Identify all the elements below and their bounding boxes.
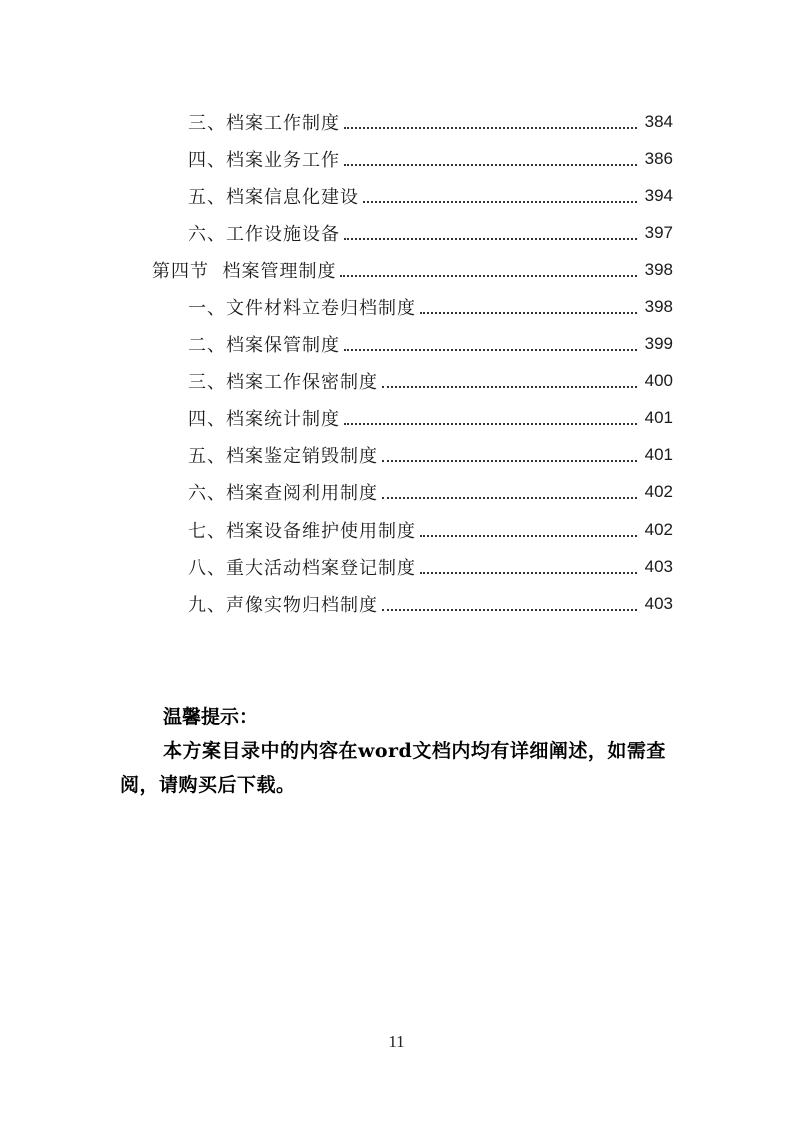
page-number: 11 <box>388 1032 405 1051</box>
toc-entry[interactable] <box>0 585 793 622</box>
toc-dot-leader <box>382 497 637 499</box>
toc-entry-page: 398 <box>644 259 673 279</box>
toc-entry[interactable] <box>0 363 793 400</box>
toc-entry-page: 403 <box>644 556 673 576</box>
toc-entry-page: 402 <box>644 482 673 502</box>
toc-entry-title: 三、档案工作制度 <box>188 112 340 134</box>
toc-entry[interactable] <box>0 214 793 251</box>
toc-entry-page: 398 <box>644 297 673 317</box>
toc-dot-leader <box>382 609 637 611</box>
toc-dot-leader <box>344 423 637 425</box>
toc-entry-page: 402 <box>644 519 673 539</box>
toc-entry[interactable] <box>0 177 793 214</box>
toc-entry-page: 394 <box>644 185 673 205</box>
toc-entry-title: 四、档案统计制度 <box>188 409 340 431</box>
toc-dot-leader <box>420 312 637 314</box>
toc-section-entry[interactable] <box>0 251 793 288</box>
toc-entry[interactable] <box>0 511 793 548</box>
toc-entry-title: 一、文件材料立卷归档制度 <box>188 298 416 320</box>
toc-entry-title: 六、工作设施设备 <box>188 223 340 245</box>
toc-dot-leader <box>344 164 637 166</box>
toc-entry[interactable] <box>0 548 793 585</box>
toc-entry-title: 六、档案查阅利用制度 <box>188 483 378 505</box>
toc-dot-leader <box>363 201 637 203</box>
toc-dot-leader <box>344 238 637 240</box>
toc-entry-title: 三、档案工作保密制度 <box>188 372 378 394</box>
toc-dot-leader <box>382 460 637 462</box>
toc-entry-page: 401 <box>644 445 673 465</box>
toc-entry-page: 386 <box>644 148 673 168</box>
toc-entry[interactable] <box>0 474 793 511</box>
toc-entry-page: 399 <box>644 334 673 354</box>
toc-dot-leader <box>344 127 637 129</box>
notice-block <box>120 700 680 802</box>
notice-title: 温馨提示： <box>163 706 259 728</box>
toc-entry[interactable] <box>0 437 793 474</box>
toc-entry-page: 400 <box>644 371 673 391</box>
table-of-contents <box>0 103 793 622</box>
toc-entry-title: 四、档案业务工作 <box>188 149 340 171</box>
toc-dot-leader <box>382 386 637 388</box>
toc-dot-leader <box>344 349 637 351</box>
toc-entry-title: 五、档案信息化建设 <box>188 186 359 208</box>
toc-entry-page: 401 <box>644 408 673 428</box>
toc-dot-leader <box>340 275 637 277</box>
toc-dot-leader <box>420 572 637 574</box>
toc-entry-page: 403 <box>644 593 673 613</box>
toc-entry-title: 二、档案保管制度 <box>188 335 340 357</box>
toc-dot-leader <box>420 535 637 537</box>
toc-entry[interactable] <box>0 326 793 363</box>
toc-entry-title: 九、声像实物归档制度 <box>188 594 378 616</box>
toc-entry-title: 八、重大活动档案登记制度 <box>188 557 416 579</box>
toc-entry[interactable] <box>0 400 793 437</box>
notice-body: 本方案目录中的内容在word文档内均有详细阐述，如需查阅，请购买后下载。 <box>120 740 666 796</box>
toc-entry[interactable] <box>0 288 793 325</box>
toc-entry-title: 第四节 档案管理制度 <box>152 260 337 282</box>
toc-entry[interactable] <box>0 103 793 140</box>
toc-entry-title: 七、档案设备维护使用制度 <box>188 520 416 542</box>
toc-entry-page: 397 <box>644 222 673 242</box>
toc-entry-title: 五、档案鉴定销毁制度 <box>188 446 378 468</box>
toc-entry-page: 384 <box>644 111 673 131</box>
toc-entry[interactable] <box>0 140 793 177</box>
